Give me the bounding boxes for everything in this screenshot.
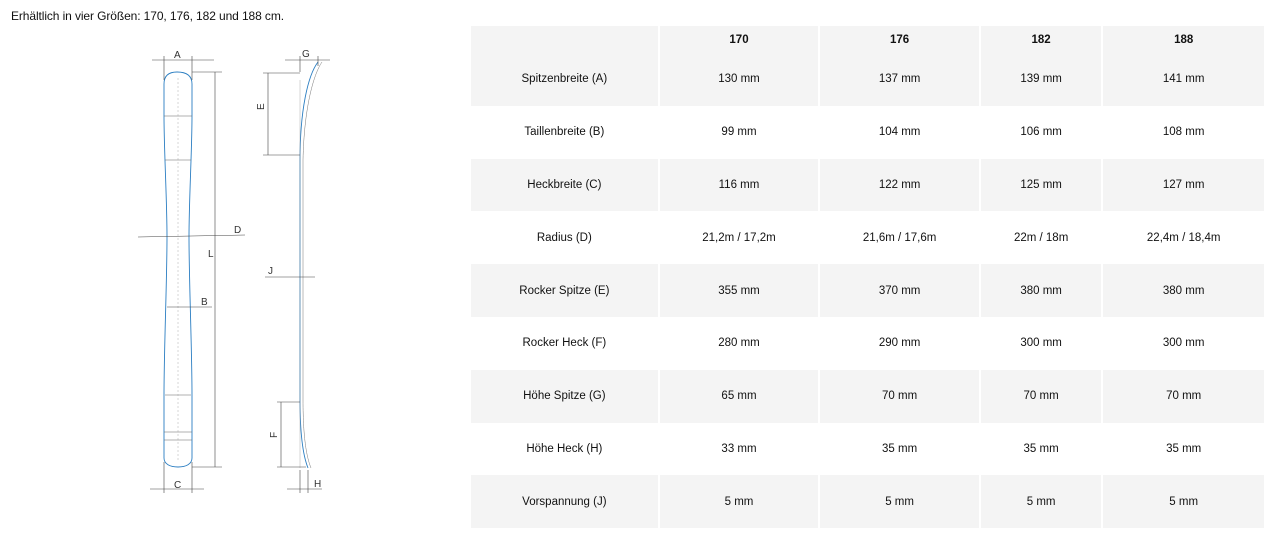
label-a: A	[174, 50, 181, 61]
table-row	[471, 211, 1264, 264]
size-header-182: 182	[981, 26, 1101, 53]
ski-side-view-profile	[300, 62, 318, 468]
label-l: L	[208, 249, 214, 260]
row-label: Höhe Heck (H)	[471, 423, 658, 476]
table-cell: 300 mm	[1103, 317, 1264, 370]
table-row	[471, 53, 1264, 106]
header-corner-cell	[471, 26, 658, 53]
label-c: C	[174, 480, 182, 491]
label-g: G	[302, 49, 310, 60]
table-cell: 22m / 18m	[981, 211, 1101, 264]
table-row	[471, 106, 1264, 159]
table-cell: 380 mm	[1103, 264, 1264, 317]
size-header-170: 170	[660, 26, 819, 53]
table-cell: 300 mm	[981, 317, 1101, 370]
table-cell: 22,4m / 18,4m	[1103, 211, 1264, 264]
table-cell: 370 mm	[820, 264, 979, 317]
label-e: E	[256, 103, 267, 110]
table-cell: 116 mm	[660, 159, 819, 212]
row-label: Höhe Spitze (G)	[471, 370, 658, 423]
table-cell: 70 mm	[981, 370, 1101, 423]
row-label: Radius (D)	[471, 211, 658, 264]
table-row	[471, 264, 1264, 317]
ski-diagram-svg	[120, 40, 370, 500]
table-cell: 33 mm	[660, 423, 819, 476]
table-row	[471, 370, 1264, 423]
table-row	[471, 423, 1264, 476]
table-cell: 104 mm	[820, 106, 979, 159]
label-d: D	[234, 225, 242, 236]
table-cell: 21,6m / 17,6m	[820, 211, 979, 264]
table-cell: 65 mm	[660, 370, 819, 423]
label-j: J	[268, 266, 273, 277]
table-row	[471, 475, 1264, 528]
ski-dimension-diagram	[120, 40, 370, 505]
table-cell: 5 mm	[820, 475, 979, 528]
size-header-176: 176	[820, 26, 979, 53]
label-b: B	[201, 297, 208, 308]
table-cell: 70 mm	[820, 370, 979, 423]
table-cell: 139 mm	[981, 53, 1101, 106]
table-cell: 5 mm	[1103, 475, 1264, 528]
table-row	[471, 159, 1264, 212]
table-row	[471, 317, 1264, 370]
table-cell: 35 mm	[1103, 423, 1264, 476]
row-label: Rocker Heck (F)	[471, 317, 658, 370]
table-cell: 137 mm	[820, 53, 979, 106]
label-f: F	[269, 431, 280, 438]
table-cell: 99 mm	[660, 106, 819, 159]
size-header-188: 188	[1103, 26, 1264, 53]
table-cell: 141 mm	[1103, 53, 1264, 106]
table-cell: 70 mm	[1103, 370, 1264, 423]
table-cell: 125 mm	[981, 159, 1101, 212]
table-cell: 122 mm	[820, 159, 979, 212]
table-cell: 5 mm	[981, 475, 1101, 528]
table-cell: 21,2m / 17,2m	[660, 211, 819, 264]
row-label: Vorspannung (J)	[471, 475, 658, 528]
table-cell: 5 mm	[660, 475, 819, 528]
table-cell: 127 mm	[1103, 159, 1264, 212]
table-cell: 106 mm	[981, 106, 1101, 159]
row-label: Heckbreite (C)	[471, 159, 658, 212]
row-label: Spitzenbreite (A)	[471, 53, 658, 106]
table-cell: 355 mm	[660, 264, 819, 317]
table-cell: 35 mm	[981, 423, 1101, 476]
label-h: H	[314, 479, 322, 490]
table-cell: 380 mm	[981, 264, 1101, 317]
table-cell: 108 mm	[1103, 106, 1264, 159]
table-cell: 280 mm	[660, 317, 819, 370]
table-cell: 290 mm	[820, 317, 979, 370]
row-label: Rocker Spitze (E)	[471, 264, 658, 317]
intro-text: Erhältlich in vier Größen: 170, 176, 182 und 188 cm.	[11, 9, 284, 23]
table-cell: 35 mm	[820, 423, 979, 476]
table-header-row	[471, 26, 1264, 53]
row-label: Taillenbreite (B)	[471, 106, 658, 159]
size-spec-table	[469, 26, 1266, 528]
table-cell: 130 mm	[660, 53, 819, 106]
